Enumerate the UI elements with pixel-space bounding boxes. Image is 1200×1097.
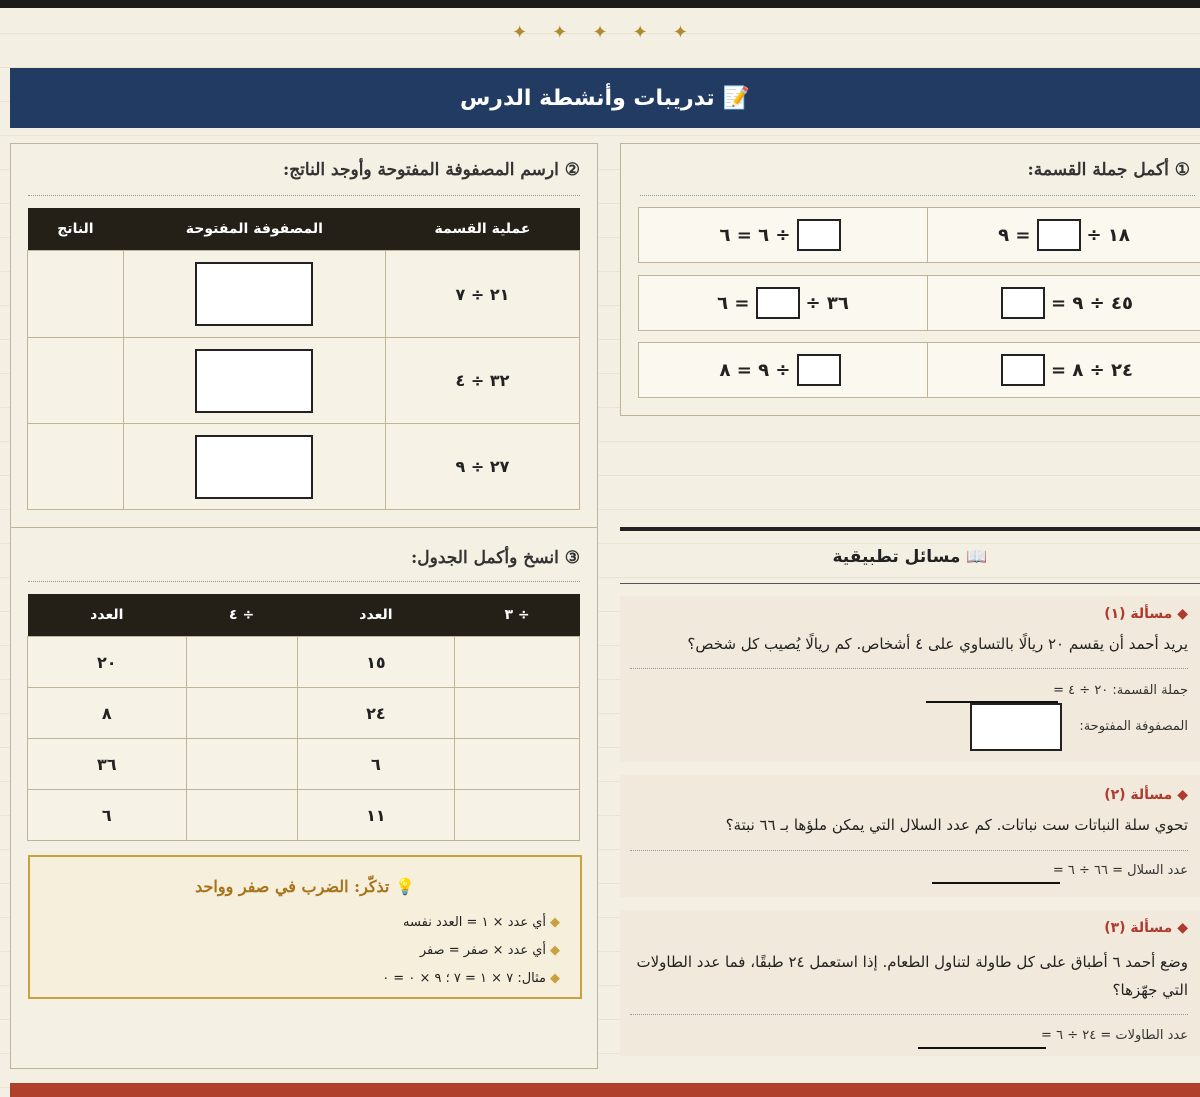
equation-box	[638, 342, 928, 398]
equation-text: ١٨ ÷	[1086, 224, 1130, 246]
reminder-text: أي عدد × صفر = صفر	[419, 943, 546, 958]
bottom-bar	[10, 1083, 1200, 1097]
q3-answer-cell[interactable]	[186, 688, 297, 739]
problem-card	[620, 775, 1200, 897]
q2-table	[27, 208, 580, 510]
equation-box	[638, 207, 928, 263]
answer-blank[interactable]	[797, 354, 841, 386]
q3-header: ÷ ٤	[186, 594, 297, 637]
problem-text: يريد أحمد أن يقسم ٢٠ ريالًا بالتساوي على ٤ أشخاص. كم ريالًا يُصيب كل شخص؟	[687, 635, 1188, 653]
open-array-label: المصفوفة المفتوحة:	[1079, 719, 1188, 734]
divider	[640, 195, 1195, 196]
section-banner	[10, 68, 1200, 128]
problem-label: ◆ مسألة (٢)	[1104, 787, 1188, 803]
top-bar	[0, 0, 1200, 8]
q3-number-cell: ٨	[28, 688, 187, 739]
problem-label: ◆ مسألة (٣)	[1104, 920, 1188, 936]
q3-answer-cell[interactable]	[455, 790, 580, 841]
q2-operation-cell: ٢١ ÷ ٧	[385, 251, 579, 338]
divider	[630, 1014, 1188, 1015]
q3-answer-cell[interactable]	[186, 739, 297, 790]
banner-title: تدريبات وأنشطة الدرس	[459, 85, 715, 111]
q3-answer-cell[interactable]	[455, 739, 580, 790]
q3-title: ③ انسخ وأكمل الجدول:	[411, 548, 580, 568]
q2-result-cell[interactable]	[28, 338, 124, 424]
q3-header: العدد	[28, 594, 187, 637]
answer-line[interactable]	[932, 882, 1060, 884]
q3-number-cell: ١٥	[297, 637, 455, 688]
equation-text: = ٦	[717, 292, 750, 314]
reminder-box	[28, 855, 582, 999]
q2-array-cell	[123, 424, 385, 510]
answer-blank[interactable]	[1037, 219, 1081, 251]
q2-operation-cell: ٣٢ ÷ ٤	[385, 338, 579, 424]
q3-header: العدد	[297, 594, 455, 637]
q3-number-cell: ٦	[28, 790, 187, 841]
q3-number-cell: ١١	[297, 790, 455, 841]
reminder-item	[403, 915, 560, 930]
bullet-icon: ◆	[550, 971, 560, 986]
diamond-icon: ✦	[672, 22, 688, 43]
answer-blank[interactable]	[1001, 354, 1045, 386]
equation-text: ٤٥ ÷ ٩ =	[1051, 292, 1133, 314]
problem-text: وضع أحمد ٦ أطباق على كل طاولة لتناول الطعام. إذا استعمل ٢٤ طبقًا، فما عدد الطاولات التي جهّزها؟	[636, 953, 1188, 999]
answer-line[interactable]	[918, 1047, 1046, 1049]
word-problems-title: 📖 مسائل تطبيقية	[620, 527, 1200, 584]
answer-blank[interactable]	[797, 219, 841, 251]
q3-answer-cell[interactable]	[455, 637, 580, 688]
problem-card	[620, 596, 1200, 762]
q3-number-cell: ٣٦	[28, 739, 187, 790]
divider	[630, 668, 1188, 669]
q3-number-cell: ٢٤	[297, 688, 455, 739]
diamond-icon: ✦	[632, 22, 648, 43]
equation-text: = ٩	[998, 224, 1031, 246]
array-drawing-box[interactable]	[195, 435, 313, 499]
reminder-item	[382, 971, 560, 986]
answer-label: عدد السلال = ٦٦ ÷ ٦ =	[1052, 863, 1188, 878]
diamond-ornament	[0, 22, 1200, 43]
array-answer-box[interactable]	[970, 703, 1062, 751]
equation-text: ÷ ٦ = ٦	[719, 224, 791, 246]
q2-result-cell[interactable]	[28, 251, 124, 338]
q3-table	[27, 594, 580, 841]
diamond-icon: ✦	[552, 22, 568, 43]
q3-answer-cell[interactable]	[186, 637, 297, 688]
q2-header-operation: عملية القسمة	[385, 208, 579, 251]
diamond-icon: ✦	[512, 22, 528, 43]
division-sentence-label: جملة القسمة: ٢٠ ÷ ٤ =	[1053, 683, 1188, 698]
q2-result-cell[interactable]	[28, 424, 124, 510]
equation-box	[919, 207, 1200, 263]
reminder-title: 💡 تذكّر: الضرب في صفر وواحد	[195, 877, 415, 896]
divider	[630, 850, 1188, 851]
bullet-icon: ◆	[550, 915, 560, 930]
problem-card	[620, 910, 1200, 1056]
q3-answer-cell[interactable]	[455, 688, 580, 739]
q2-header-array: المصفوفة المفتوحة	[123, 208, 385, 251]
q1-title: ① أكمل جملة القسمة:	[1027, 160, 1190, 180]
q2-array-cell	[123, 338, 385, 424]
answer-blank[interactable]	[1001, 287, 1045, 319]
answer-blank[interactable]	[756, 287, 800, 319]
q2-header-result: الناتج	[28, 208, 124, 251]
equation-text: ÷ ٩ = ٨	[719, 359, 791, 381]
reminder-text: مثال: ٧ × ١ = ٧ ؛ ٩ × ٠ = ٠	[382, 971, 546, 986]
q3-answer-cell[interactable]	[186, 790, 297, 841]
q2-array-cell	[123, 251, 385, 338]
answer-label: عدد الطاولات = ٢٤ ÷ ٦ =	[1041, 1028, 1188, 1043]
equation-box	[919, 275, 1200, 331]
reminder-item	[420, 943, 560, 958]
equation-text: ٢٤ ÷ ٨ =	[1051, 359, 1133, 381]
divider	[28, 195, 580, 196]
equation-text: ٣٦ ÷	[805, 292, 849, 314]
divider	[28, 581, 580, 582]
q2-title: ② ارسم المصفوفة المفتوحة وأوجد الناتج:	[282, 160, 580, 180]
equation-box	[638, 275, 928, 331]
q3-number-cell: ٦	[297, 739, 455, 790]
reminder-text: أي عدد × ١ = العدد نفسه	[403, 915, 546, 930]
problem-label: ◆ مسألة (١)	[1104, 606, 1188, 622]
equation-box	[919, 342, 1200, 398]
bullet-icon: ◆	[550, 943, 560, 958]
q2-operation-cell: ٢٧ ÷ ٩	[385, 424, 579, 510]
diamond-icon: ✦	[592, 22, 608, 43]
array-drawing-box[interactable]	[195, 349, 313, 413]
problem-text: تحوي سلة النباتات ست نباتات. كم عدد السلال التي يمكن ملؤها بـ ٦٦ نبتة؟	[725, 816, 1188, 834]
q3-header: ÷ ٣	[455, 594, 580, 637]
array-drawing-box[interactable]	[195, 262, 313, 326]
memo-icon: 📝	[722, 85, 751, 111]
q3-number-cell: ٢٠	[28, 637, 187, 688]
